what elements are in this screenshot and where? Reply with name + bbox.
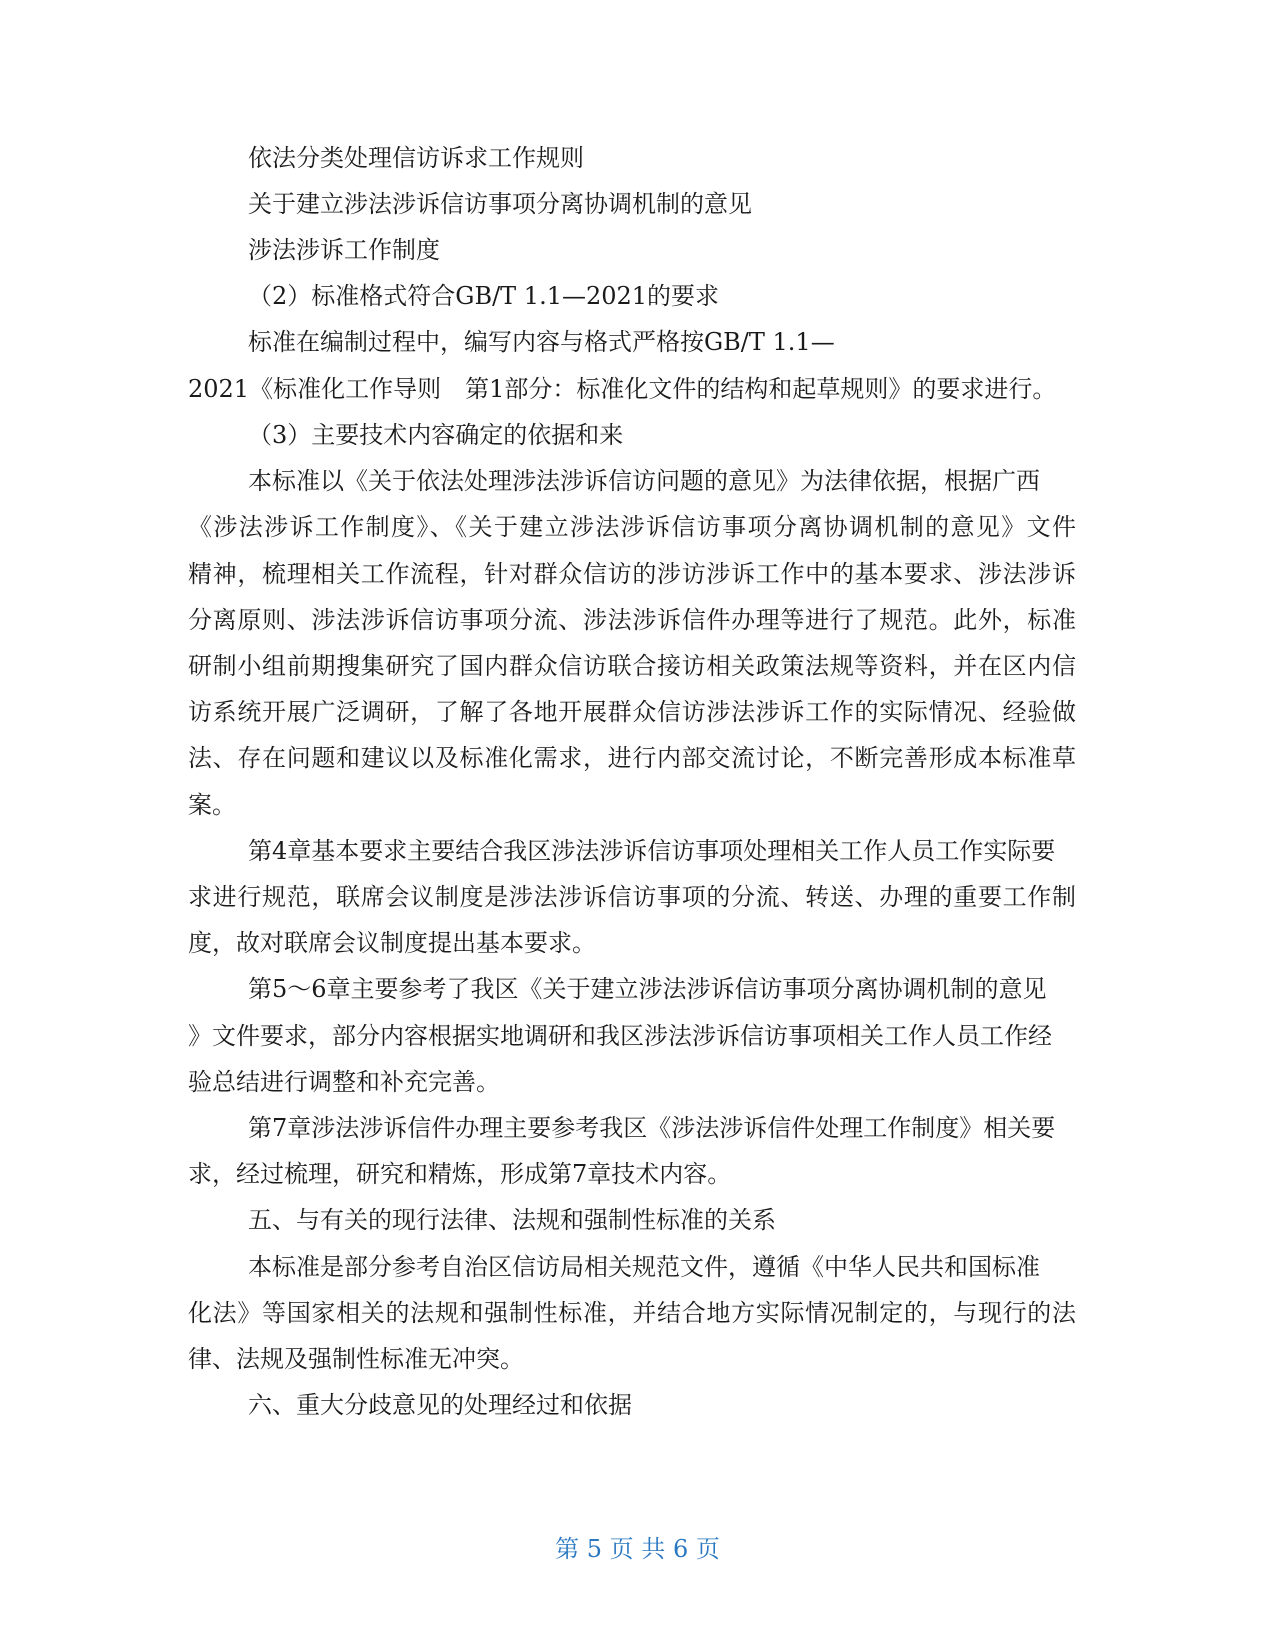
- text-line: 标准在编制过程中，编写内容与格式严格按GB/T 1.1—: [248, 328, 835, 356]
- text-line: 精神，梳理相关工作流程，针对群众信访的涉访涉诉工作中的基本要求、涉法涉诉: [188, 560, 1076, 588]
- text-line: 访系统开展广泛调研，了解了各地开展群众信访涉法涉诉工作的实际情况、经验做: [188, 698, 1076, 726]
- text-line: （2）标准格式符合GB/T 1.1—2021的要求: [248, 282, 720, 310]
- text-line: 化法》等国家相关的法规和强制性标准，并结合地方实际情况制定的，与现行的法: [188, 1299, 1076, 1327]
- text-line: 第7章涉法涉诉信件办理主要参考我区《涉法涉诉信件处理工作制度》相关要: [248, 1114, 1056, 1142]
- text-line: 关于建立涉法涉诉信访事项分离协调机制的意见: [248, 190, 752, 218]
- total-pages: 6: [672, 1535, 689, 1563]
- footer-prefix: 第: [555, 1535, 580, 1563]
- page-footer: [0, 1534, 1275, 1564]
- text-line: 》文件要求，部分内容根据实地调研和我区涉法涉诉信访事项相关工作人员工作经: [188, 1022, 1052, 1050]
- text-line: 涉法涉诉工作制度: [248, 236, 440, 264]
- text-line: 求，经过梳理，研究和精炼，形成第7章技术内容。: [188, 1160, 732, 1188]
- text-line: 2021《标准化工作导则 第1部分：标准化文件的结构和起草规则》的要求进行。: [188, 375, 1057, 403]
- footer-middle: 页 共: [609, 1535, 666, 1563]
- text-line: 《涉法涉诉工作制度》、《关于建立涉法涉诉信访事项分离协调机制的意见》文件: [188, 513, 1076, 541]
- text-line: 度，故对联席会议制度提出基本要求。: [188, 929, 596, 957]
- section-heading: 六、重大分歧意见的处理经过和依据: [248, 1391, 632, 1419]
- text-line: 研制小组前期搜集研究了国内群众信访联合接访相关政策法规等资料，并在区内信: [188, 652, 1076, 680]
- text-line: 案。: [188, 791, 236, 819]
- text-line: 第4章基本要求主要结合我区涉法涉诉信访事项处理相关工作人员工作实际要: [248, 837, 1056, 865]
- text-line: （3）主要技术内容确定的依据和来: [248, 421, 624, 449]
- text-line: 依法分类处理信访诉求工作规则: [248, 144, 584, 172]
- text-line: 验总结进行调整和补充完善。: [188, 1068, 500, 1096]
- footer-suffix: 页: [695, 1535, 720, 1563]
- text-line: 求进行规范，联席会议制度是涉法涉诉信访事项的分流、转送、办理的重要工作制: [188, 883, 1076, 911]
- text-line: 法、存在问题和建议以及标准化需求，进行内部交流讨论，不断完善形成本标准草: [188, 744, 1076, 772]
- text-line: 第5～6章主要参考了我区《关于建立涉法涉诉信访事项分离协调机制的意见: [248, 975, 1047, 1003]
- text-line: 分离原则、涉法涉诉信访事项分流、涉法涉诉信件办理等进行了规范。此外，标准: [188, 606, 1076, 634]
- page-number: 5: [586, 1535, 603, 1563]
- text-line: 本标准以《关于依法处理涉法涉诉信访问题的意见》为法律依据，根据广西: [248, 467, 1040, 495]
- text-line: 律、法规及强制性标准无冲突。: [188, 1345, 524, 1373]
- section-heading: 五、与有关的现行法律、法规和强制性标准的关系: [248, 1206, 776, 1234]
- text-line: 本标准是部分参考自治区信访局相关规范文件，遵循《中华人民共和国标准: [248, 1253, 1040, 1281]
